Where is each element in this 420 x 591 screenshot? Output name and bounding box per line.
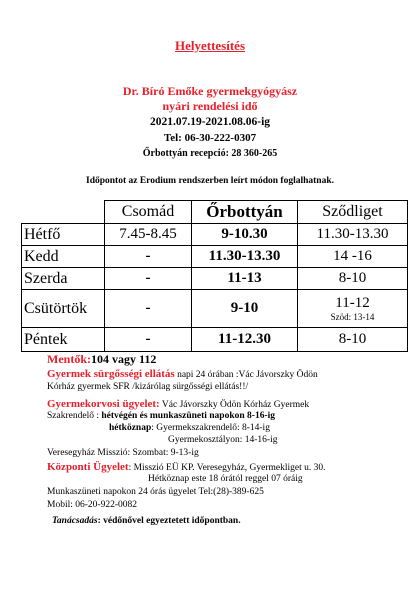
- szodliget-value: 11-12: [335, 295, 370, 311]
- ambulance-label: Mentők:: [47, 352, 91, 366]
- table-row: [22, 328, 408, 352]
- booking-note: Időpontot az Erodium rendszerben leírt módon foglalhatnak.: [86, 176, 334, 186]
- day-cell: Csütörtök: [22, 290, 105, 328]
- table-row: [22, 224, 408, 246]
- orbottyan-cell: 11.30-13.30: [192, 246, 298, 268]
- csomad-cell: -: [105, 290, 192, 328]
- central-line-1: [47, 461, 326, 473]
- central-label: Központi Ügyelet: [47, 461, 129, 473]
- emergency-line-1: [47, 368, 318, 380]
- szodliget-cell: 14 -16: [298, 246, 408, 268]
- csomad-cell: -: [105, 246, 192, 268]
- orbottyan-cell: 11-13: [192, 268, 298, 290]
- szodliget-cell: 11.30-13.30: [298, 224, 408, 246]
- duty-clinic: Szakrendelő :: [47, 411, 102, 421]
- table-row: [22, 246, 408, 268]
- csomad-cell: -: [105, 328, 192, 352]
- duty-weekday-hours: : Gyermekszakrendelő: 8-14-ig: [151, 423, 270, 433]
- szodliget-cell: [298, 290, 408, 328]
- duty-text: Vác Jávorszky Ödön Kórház Gyermek: [159, 400, 310, 410]
- hours-subtitle: nyári rendelési idő: [162, 99, 258, 113]
- table-row: [22, 268, 408, 290]
- schedule-table: [21, 200, 408, 352]
- szodliget-cell: 8-10: [298, 268, 408, 290]
- central-line-4: Mobil: 06-20-922-0082: [47, 500, 137, 510]
- page-title: Helyettesítés: [174, 38, 246, 53]
- ambulance-number: 104 vagy 112: [91, 352, 157, 366]
- central-address: : Misszió EÜ KP. Veresegyház, Gyermekliget u. 30.: [128, 463, 326, 473]
- header-szodliget: Sződliget: [298, 201, 408, 224]
- orbottyan-cell: 9-10: [192, 290, 298, 328]
- day-cell: Hétfő: [22, 224, 105, 246]
- duty-line-4: Gyermekosztályon: 14-16-ig: [168, 435, 278, 445]
- veresegyhaz-line: Veresegyház Misszió: Szombat: 9-13-ig: [47, 448, 199, 458]
- schedule-header-row: [22, 201, 408, 224]
- csomad-cell: 7.45-8.45: [105, 224, 192, 246]
- duty-line-3: [109, 423, 270, 433]
- duty-weekday-label: hétköznap: [109, 423, 152, 433]
- advice-line: [52, 516, 241, 526]
- csomad-cell: -: [105, 268, 192, 290]
- reception-phone: Őrbottyán recepció: 28 360-265: [142, 148, 278, 159]
- orbottyan-cell: 9-10.30: [192, 224, 298, 246]
- corner-cell: [22, 201, 105, 224]
- doctor-name: Dr. Bíró Emőke gyermekgyógyász: [122, 84, 298, 98]
- duty-weekend: hétvégén és munkaszüneti napokon 8-16-ig: [101, 411, 276, 421]
- date-range: 2021.07.19-2021.08.06-ig: [149, 116, 271, 128]
- advice-text: : védőnővel egyeztetett időpontban.: [97, 516, 241, 526]
- header-csomad: Csomád: [105, 201, 192, 224]
- emergency-line-2: Kórház gyermek SFR /kizárólag sürgősségi ellátás!!/: [47, 382, 249, 392]
- central-line-2: Hétköznap este 18 órától reggel 07 óráig: [148, 474, 303, 484]
- duty-line-1: [47, 398, 309, 410]
- phone-number: Tel: 06-30-222-0307: [163, 132, 257, 144]
- central-line-3: Munkaszüneti napokon 24 órás ügyelet Tel:(28)-389-625: [47, 487, 264, 497]
- emergency-text: napi 24 órában :Vác Jávorszky Ödön: [174, 370, 318, 380]
- orbottyan-cell: 11-12.30: [192, 328, 298, 352]
- duty-line-2: [47, 411, 275, 421]
- ambulance-line: [47, 352, 156, 367]
- day-cell: Kedd: [22, 246, 105, 268]
- duty-label: Gyermekorvosi ügyelet:: [47, 398, 160, 410]
- szod-note: Szöd: 13-14: [330, 312, 375, 322]
- day-cell: Péntek: [22, 328, 105, 352]
- emergency-label: Gyermek sürgősségi ellátás: [47, 368, 175, 380]
- advice-label: Tanácsadás: [52, 516, 98, 526]
- table-row: [22, 290, 408, 328]
- header-orbottyan: Őrbottyán: [192, 201, 298, 224]
- szodliget-cell: 8-10: [298, 328, 408, 352]
- day-cell: Szerda: [22, 268, 105, 290]
